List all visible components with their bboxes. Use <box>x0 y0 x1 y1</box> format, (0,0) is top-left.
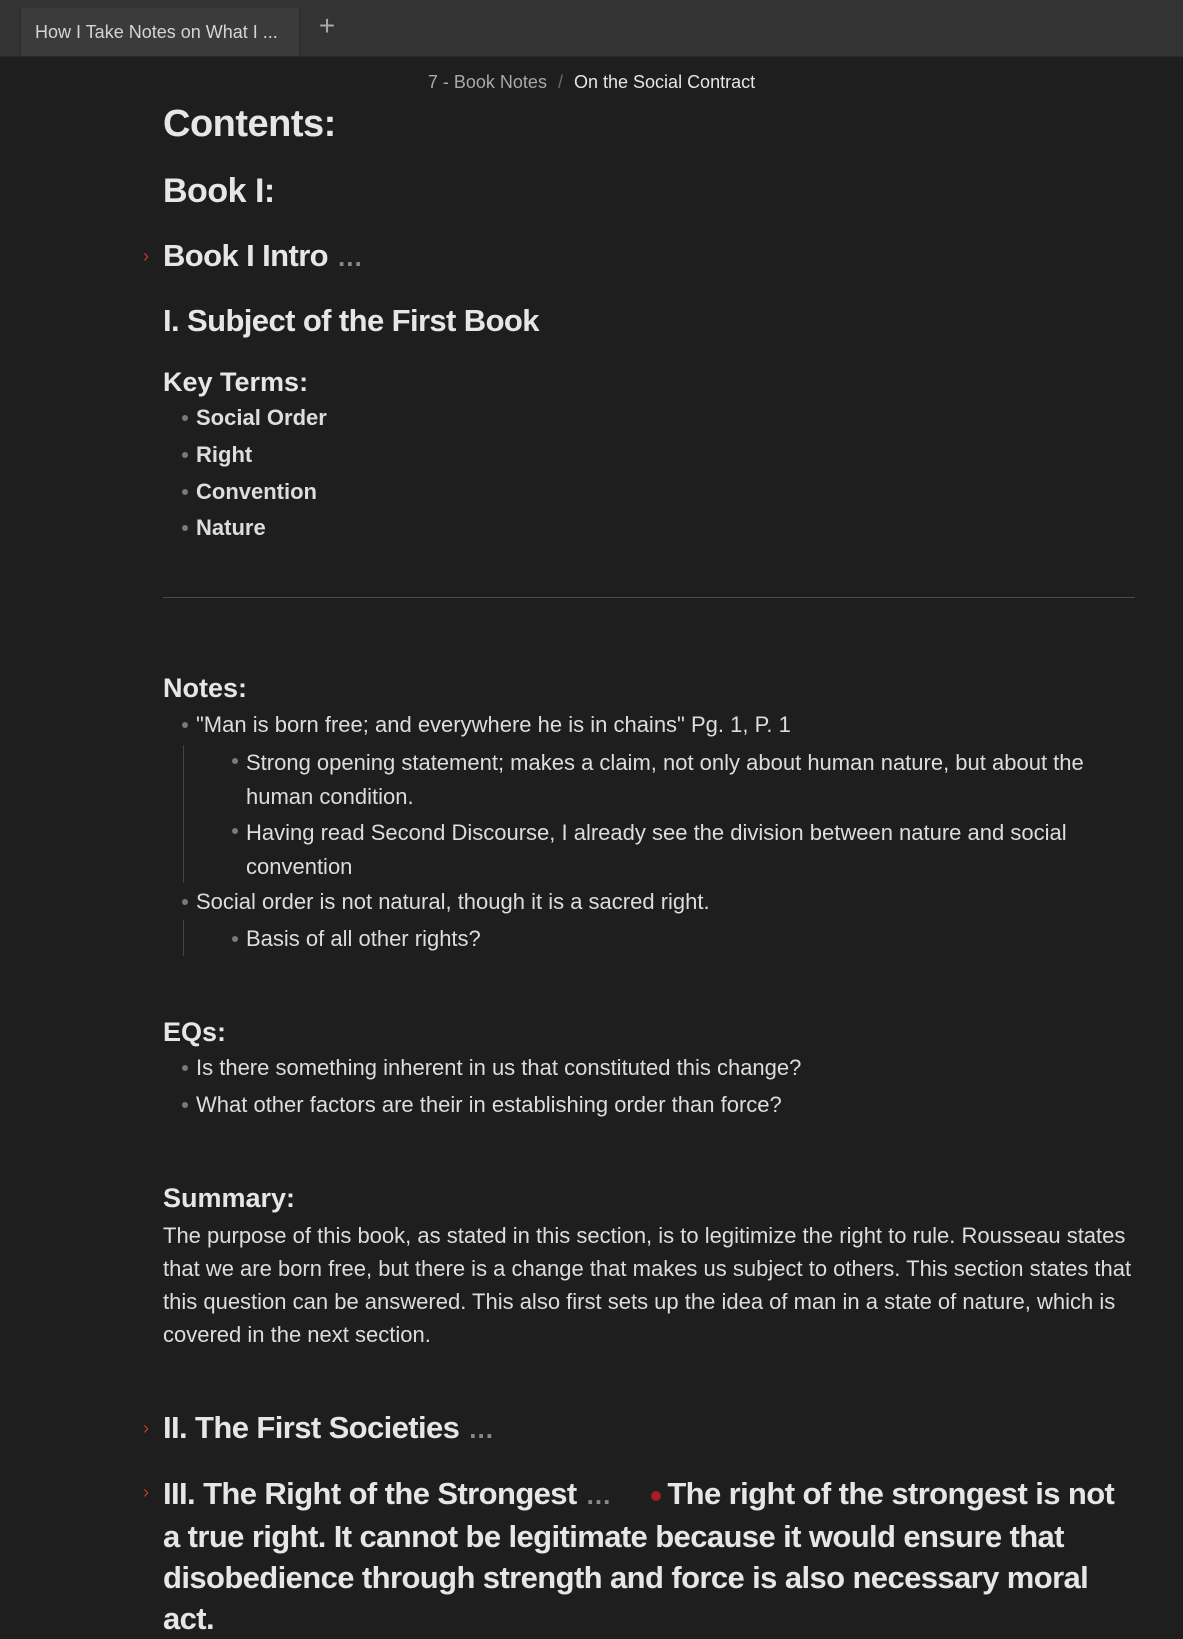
indent-guide <box>183 745 184 883</box>
list-item: "Man is born free; and everywhere he is in chains" Pg. 1, P. 1 <box>196 712 791 737</box>
folded-ellipsis-icon[interactable]: ... <box>469 1414 494 1444</box>
list-item: Basis of all other rights? <box>246 926 481 951</box>
summary-text: The purpose of this book, as stated in this section, is to legitimize the right to rule. Rousseau states that we are born free, but there is a change that makes us subject to others. This section states that this question can be answered. This also first sets up the idea of man in a state of nature, which is covered in the next section. <box>163 1223 1132 1347</box>
list-item: Having read Second Discourse, I already see the division between nature and social convention <box>246 820 1067 879</box>
list-item: Right <box>196 442 253 467</box>
horizontal-rule <box>163 597 1135 598</box>
collapse-arrow-icon[interactable]: › <box>143 1418 149 1438</box>
list-item: What other factors are their in establishing order than force? <box>196 1092 782 1117</box>
bullet-icon <box>232 758 238 764</box>
list-item: Social Order <box>196 405 327 430</box>
summary-heading: Summary: <box>163 1183 296 1213</box>
list-item: Is there something inherent in us that constituted this change? <box>196 1055 802 1080</box>
eqs-heading: EQs: <box>163 1017 227 1047</box>
key-terms-heading: Key Terms: <box>163 367 309 397</box>
bullet-icon <box>182 899 188 905</box>
section3-heading[interactable] <box>163 1473 1138 1639</box>
bullet-icon <box>182 525 188 531</box>
indent-guide <box>183 920 184 956</box>
section2-heading[interactable] <box>163 1410 494 1446</box>
bullet-icon <box>182 415 188 421</box>
bullet-icon <box>232 828 238 834</box>
tab-bar <box>0 0 1183 57</box>
bullet-icon <box>182 1102 188 1108</box>
plus-icon[interactable]: + <box>318 10 336 41</box>
book-heading: Book I: <box>163 172 275 210</box>
contents-heading: Contents: <box>163 103 336 145</box>
list-item: Social order is not natural, though it is a sacred right. <box>196 889 710 914</box>
breadcrumb-folder[interactable]: 7 - Book Notes <box>427 72 547 92</box>
book-intro-label: Book I Intro <box>163 238 329 273</box>
breadcrumb-separator: / <box>557 72 563 92</box>
section2-label: II. The First Societies <box>163 1410 460 1445</box>
tab-active[interactable] <box>20 8 300 56</box>
list-item: Convention <box>196 479 317 504</box>
bullet-icon <box>232 936 238 942</box>
notes-heading: Notes: <box>163 673 248 703</box>
section3-inline-text: The right of the strongest is not a true right. It cannot be legitimate because it would ensure that disobedience through strength and force is also necessary moral act. <box>163 1476 1115 1636</box>
bullet-icon <box>182 1065 188 1071</box>
tab-title: How I Take Notes on What I ... <box>35 22 278 42</box>
collapse-arrow-icon[interactable]: › <box>143 1482 149 1502</box>
breadcrumb <box>0 72 1183 93</box>
breadcrumb-current[interactable]: On the Social Contract <box>574 72 756 92</box>
folded-ellipsis-icon[interactable]: ... <box>338 242 363 272</box>
section3-label: III. The Right of the Strongest <box>163 1476 577 1511</box>
red-dot-icon <box>651 1491 661 1501</box>
list-item: Nature <box>196 515 266 540</box>
book-intro-heading[interactable] <box>163 238 363 274</box>
bullet-icon <box>182 722 188 728</box>
section1-heading: I. Subject of the First Book <box>163 303 539 338</box>
list-item: Strong opening statement; makes a claim, not only about human nature, but about the human condition. <box>246 750 1084 809</box>
collapse-arrow-icon[interactable]: › <box>143 246 149 266</box>
bullet-icon <box>182 452 188 458</box>
folded-ellipsis-icon[interactable]: ... <box>586 1480 612 1510</box>
bullet-icon <box>182 489 188 495</box>
